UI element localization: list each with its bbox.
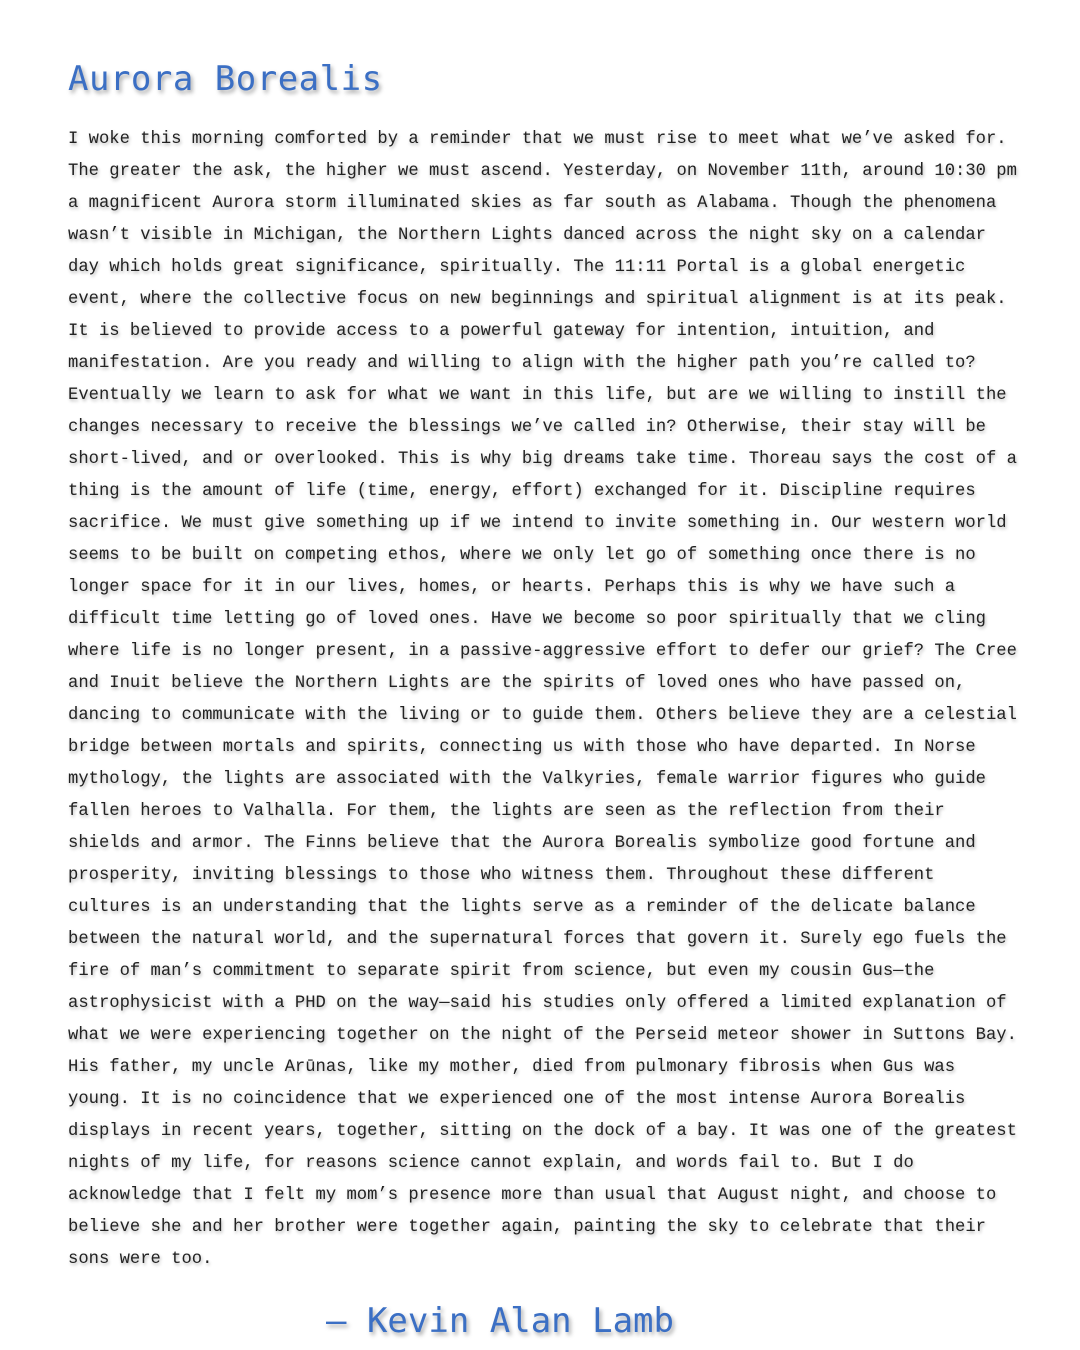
author-signature: – Kevin Alan Lamb	[326, 1301, 674, 1341]
page-title: Aurora Borealis	[68, 59, 383, 99]
essay-body: I woke this morning comforted by a reminder that we must rise to meet what we’ve asked for. The greater the ask, the higher we must ascend. Yesterday, on November 11th, around 10:30 pm a magnificent Aurora storm illuminated skies as far south as Alabama. Though the phenomena wasn’t visible in Michigan, the Northern Lights danced across the night sky on a calendar day which holds great significance, spiritually. The 11:11 Portal is a global energetic event, where the collective focus on new beginnings and spiritual alignment is at its peak. It is believed to provide access to a powerful gateway for intention, intuition, and manifestation. Are you ready and willing to align with the higher path you’re called to? Eventually we learn to ask for what we want in this life, but are we willing to instill the changes necessary to receive the blessings we’ve called in? Otherwise, their stay will be short-lived, and or overlooked. This is why big dreams take time. Thoreau says the cost of a thing is the amount of life (time, energy, effort) exchanged for it. Discipline requires sacrifice. We must give something up if we intend to invite something in. Our western world seems to be built on competing ethos, where we only let go of something once there is no longer space for it in our lives, homes, or hearts. Perhaps this is why we have such a difficult time letting go of loved ones. Have we become so poor spiritually that we cling where life is no longer present, in a passive-aggressive effort to defer our grief? The Cree and Inuit believe the Northern Lights are the spirits of loved ones who have passed on, dancing to communicate with the living or to guide them. Others believe they are a celestial bridge between mortals and spirits, connecting us with those who have departed. In Norse mythology, the lights are associated with the Valkyries, female warrior figures who guide fallen heroes to Valhalla. For them, the lights are seen as the reflection from their shields and armor. The Finns believe that the Aurora Borealis symbolize good fortune and prosperity, inviting blessings to those who witness them. Throughout these different cultures is an understanding that the lights serve as a reminder of the delicate balance between the natural world, and the supernatural forces that govern it. Surely ego fuels the fire of man’s commitment to separate spirit from science, but even my cousin Gus—the astrophysicist with a PHD on the way—said his studies only offered a limited explanation of what we were experiencing together on the night of the Perseid meteor shower in Suttons Bay. His father, my uncle Arūnas, like my mother, died from pulmonary fibrosis when Gus was young. It is no coincidence that we experienced one of the most intense Aurora Borealis displays in recent years, together, sitting on the dock of a bay. It was one of the greatest nights of my life, for reasons science cannot explain, and words fail to. But I do acknowledge that I felt my mom’s presence more than usual that August night, and choose to believe she and her brother were together again, painting the sky to celebrate that their sons were too.	[68, 130, 1017, 1269]
